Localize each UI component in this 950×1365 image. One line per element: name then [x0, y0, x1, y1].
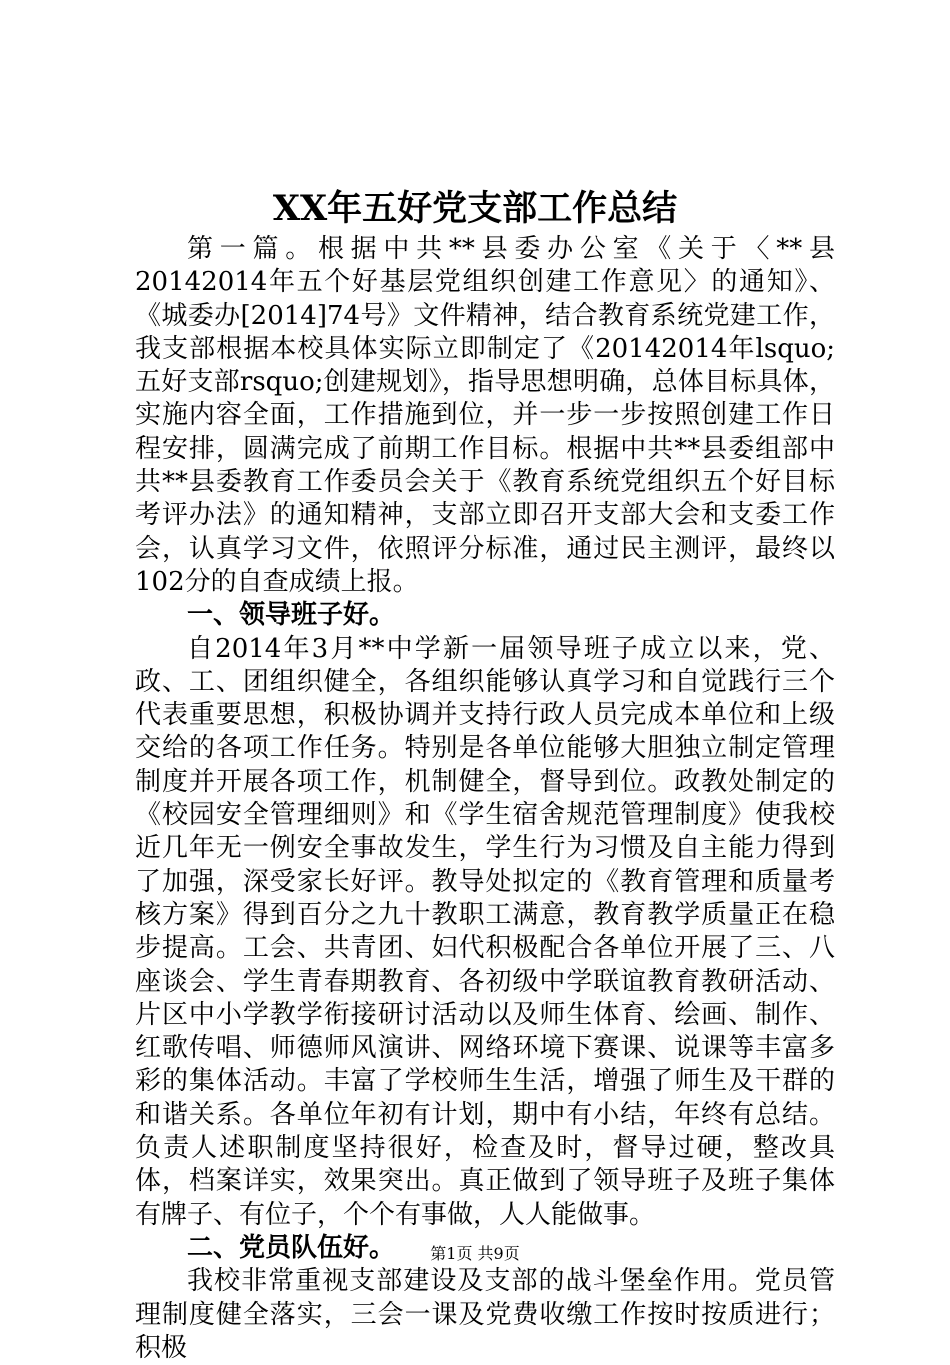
- page-footer: 第1页 共9页: [430, 1244, 520, 1263]
- paragraph-members: 我校非常重视支部建设及支部的战斗堡垒作用。党员管理制度健全落实，三会一课及党费收缴工作按时按质进行；积极: [135, 1266, 835, 1363]
- paragraph-leadership: 自2014年3月**中学新一届领导班子成立以来，党、政、工、团组织健全，各组织能够认真学习和自觉践行三个代表重要思想，积极协调并支持行政人员完成本单位和上级交给的各项工作任务。特别是各单位能够大胆独立制定管理制度并开展各项工作，机制健全，督导到位。政教处制定的《校园安全管理细则》和《学生宿舍规范管理制度》使我校近几年无一例安全事故发生，学生行为习惯及自主能力得到了加强，深受家长好评。教导处拟定的《教育管理和质量考核方案》得到百分之九十教职工满意，教育教学质量正在稳步提高。工会、共青团、妇代积极配合各单位开展了三、八座谈会、学生青春期教育、各初级中学联谊教育教研活动、片区中小学教学衔接研讨活动以及师生体育、绘画、制作、红歌传唱、师德师风演讲、网络环境下赛课、说课等丰富多彩的集体活动。丰富了学校师生生活，增强了师生及干群的和谐关系。各单位年初有计划，期中有小结，年终有总结。负责人述职制度坚持很好，检查及时，督导过硬，整改具体，档案详实，效果突出。真正做到了领导班子及班子集体有牌子、有位子，个个有事做，人人能做事。: [135, 633, 835, 1230]
- section-heading-members: 二、党员队伍好。: [187, 1232, 396, 1263]
- paragraph-intro: 第一篇。根据中共**县委办公室《关于〈**县20142014年五个好基层党组织创建工作意见〉的通知》、《城委办[2014]74号》文件精神，结合教育系统党建工作，我支部根据本校具体实际立即制定了《20142014年lsquo;五好支部rsquo;创建规划》，指导思想明确，总体目标具体，实施内容全面，工作措施到位，并一步一步按照创建工作日程安排，圆满完成了前期工作目标。根据中共**县委组部中共**县委教育工作委员会关于《教育系统党组织五个好目标考评办法》的通知精神，支部立即召开支部大会和支委工作会，认真学习文件，依照评分标准，通过民主测评，最终以102分的自查成绩上报。: [135, 234, 835, 597]
- section-heading-leadership: 一、领导班子好。: [187, 600, 396, 631]
- page-title: XX年五好党支部工作总结: [272, 188, 678, 229]
- document-body: [135, 233, 835, 1365]
